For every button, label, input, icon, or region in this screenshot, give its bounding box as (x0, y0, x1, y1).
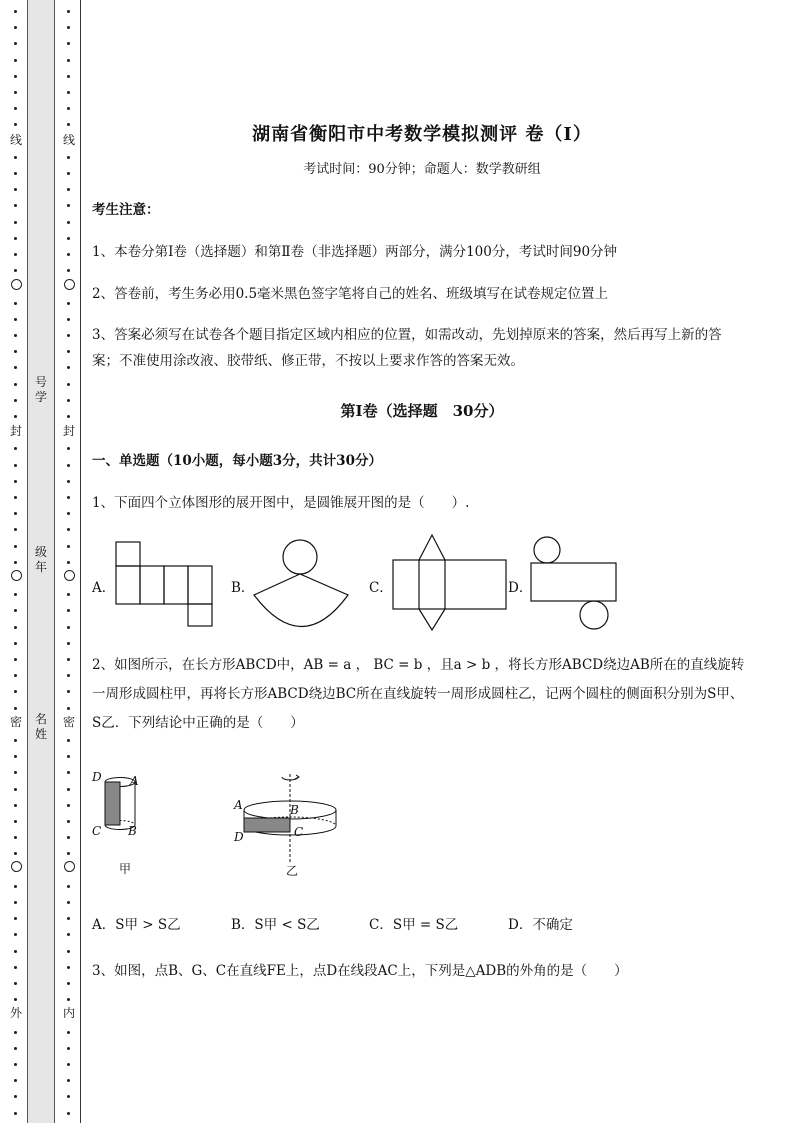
margin-dot (14, 253, 17, 256)
margin-label-seal: 封 (62, 424, 75, 438)
margin-dot (14, 399, 17, 402)
margin-label-secret: 密 (9, 715, 22, 729)
margin-circle (11, 861, 22, 872)
margin-dot (14, 91, 17, 94)
q1-option-d-label: D． (508, 580, 533, 596)
margin-dot (14, 480, 17, 483)
binding-margin (0, 0, 82, 1123)
margin-dot (67, 75, 70, 78)
margin-dot (67, 302, 70, 305)
margin-dot (14, 836, 17, 839)
option-b-cone-net-figure (254, 540, 348, 627)
margin-dot (14, 707, 17, 710)
margin-dot (67, 334, 70, 337)
margin-dot (14, 950, 17, 953)
margin-label-line: 线 (9, 133, 22, 147)
margin-dot (67, 609, 70, 612)
margin-dot (14, 1095, 17, 1098)
margin-dot (14, 75, 17, 78)
margin-dot (14, 933, 17, 936)
margin-dot (67, 123, 70, 126)
margin-dot (67, 318, 70, 321)
margin-dot (67, 901, 70, 904)
margin-dot (14, 415, 17, 418)
margin-dot (67, 156, 70, 159)
margin-dot (67, 107, 70, 110)
margin-dot (14, 318, 17, 321)
margin-dot (67, 383, 70, 386)
margin-dot (14, 788, 17, 791)
margin-dot (67, 658, 70, 661)
exam-subtitle: 考试时间：90分钟；命题人：数学教研组 (303, 162, 541, 177)
margin-dot (14, 1079, 17, 1082)
margin-dot (14, 561, 17, 564)
question-2-stem: 2、如图所示，在长方形ABCD中，AB = a ， BC = b ，且a > b ，将长方形ABCD绕边AB所在的直线旋转一周形成圆柱甲，再将长方形ABCD绕边BC所在直线旋转一周形成圆柱乙，记两个圆柱的侧面积分别为S甲、S乙．下列结论中正确的是（ ） (92, 657, 745, 731)
margin-label-seal: 封 (9, 424, 22, 438)
q2-option-d: D．不确定 (508, 917, 573, 933)
margin-dot (14, 885, 17, 888)
yi-point-c: C (294, 825, 304, 839)
notice-item: 3、答案必须写在试卷各个题目指定区域内相应的位置，如需改动，先划掉原来的答案，然后再写上新的答案；不准使用涂改液、胶带纸、修正带，不按以上要求作答的答案无效。 (92, 327, 722, 369)
margin-dot (14, 512, 17, 515)
margin-dot (67, 480, 70, 483)
margin-dot (14, 237, 17, 240)
question-1-stem: 1、下面四个立体图形的展开图中，是圆锥展开图的是（ ）. (92, 495, 470, 511)
notice-item: 2、答卷前，考生务必用0.5毫米黑色签字笔将自己的姓名、班级填写在试卷规定位置上 (92, 286, 609, 302)
q1-option-c-label: C． (369, 580, 393, 596)
jia-point-c: C (92, 824, 102, 838)
margin-dot (14, 188, 17, 191)
margin-dot (67, 852, 70, 855)
option-a-net-figure (116, 542, 212, 626)
part-heading: 一、单选题（10小题，每小题3分，共计30分） (92, 453, 382, 469)
option-c-prism-net-figure (393, 535, 506, 630)
margin-dot (14, 593, 17, 596)
margin-dot (14, 998, 17, 1001)
question-3-stem: 3、如图，点B、G、C在直线FE上，点D在线段AC上，下列是△ADB的外角的是（ ） (92, 963, 628, 979)
margin-dot (14, 26, 17, 29)
jia-point-a: A (130, 774, 139, 788)
name-field-label: 名 姓 (34, 712, 47, 741)
margin-dot (67, 933, 70, 936)
margin-dot (14, 690, 17, 693)
margin-dot (14, 496, 17, 499)
margin-label-secret: 密 (62, 715, 75, 729)
margin-dot (67, 269, 70, 272)
cylinder-jia-caption: 甲 (119, 862, 132, 876)
margin-dot (67, 788, 70, 791)
margin-dot (14, 302, 17, 305)
margin-dot (67, 221, 70, 224)
margin-dot (14, 804, 17, 807)
margin-dot (14, 1112, 17, 1115)
margin-dot (67, 1063, 70, 1066)
margin-dot (67, 1047, 70, 1050)
margin-dot (67, 253, 70, 256)
margin-dot (67, 982, 70, 985)
margin-dot (67, 464, 70, 467)
margin-label-inside: 内 (62, 1006, 75, 1020)
margin-dot (14, 1031, 17, 1034)
margin-dot (14, 366, 17, 369)
margin-dot (67, 626, 70, 629)
margin-dot (67, 771, 70, 774)
margin-dot (14, 852, 17, 855)
margin-dot (67, 674, 70, 677)
margin-dot (67, 739, 70, 742)
jia-point-b: B (128, 824, 137, 838)
margin-dot (14, 107, 17, 110)
cylinder-yi-caption: 乙 (286, 864, 299, 878)
margin-label-line: 线 (62, 133, 75, 147)
option-d-cylinder-net-figure (531, 537, 616, 629)
margin-dot (14, 982, 17, 985)
margin-circle (64, 279, 75, 290)
margin-dot (67, 804, 70, 807)
margin-circle (64, 570, 75, 581)
margin-dot (67, 820, 70, 823)
margin-border-line (80, 0, 81, 1123)
margin-dot (67, 755, 70, 758)
margin-dot (67, 399, 70, 402)
margin-dot (67, 172, 70, 175)
margin-dot (14, 820, 17, 823)
cylinder-yi-figure (244, 774, 336, 863)
margin-dot (67, 1095, 70, 1098)
margin-dot (14, 545, 17, 548)
margin-dot (14, 221, 17, 224)
notice-heading: 考生注意： (92, 202, 160, 218)
margin-dot (67, 885, 70, 888)
margin-dot (67, 496, 70, 499)
margin-circle (11, 570, 22, 581)
yi-point-d: D (234, 830, 244, 844)
margin-dot (67, 1031, 70, 1034)
margin-dot (14, 658, 17, 661)
margin-dot (67, 350, 70, 353)
jia-point-d: D (92, 770, 102, 784)
margin-dot (67, 366, 70, 369)
margin-dot (67, 204, 70, 207)
margin-dot (67, 707, 70, 710)
margin-dot (14, 123, 17, 126)
margin-dot (67, 593, 70, 596)
margin-dot (14, 755, 17, 758)
margin-dot (67, 528, 70, 531)
margin-dot (67, 447, 70, 450)
margin-dot (67, 642, 70, 645)
margin-dot (14, 626, 17, 629)
grade-field-label: 级 年 (34, 545, 47, 574)
exam-title: 湖南省衡阳市中考数学模拟测评 卷（Ⅰ） (252, 124, 592, 145)
notice-item: 1、本卷分第Ⅰ卷（选择题）和第Ⅱ卷（非选择题）两部分，满分100分，考试时间90分钟 (92, 244, 618, 260)
section-title: 第Ⅰ卷（选择题 30分） (340, 402, 504, 420)
inner-dotted-line (63, 0, 75, 1123)
margin-dot (14, 464, 17, 467)
margin-dot (14, 42, 17, 45)
margin-dot (14, 1063, 17, 1066)
margin-dot (67, 545, 70, 548)
margin-dot (67, 188, 70, 191)
margin-dot (14, 59, 17, 62)
margin-circle (64, 861, 75, 872)
margin-dot (67, 917, 70, 920)
margin-circle (11, 279, 22, 290)
margin-dot (67, 998, 70, 1001)
margin-dot (14, 674, 17, 677)
q2-option-a: A．S甲 > S乙 (92, 917, 181, 933)
q2-option-c: C．S甲 = S乙 (369, 917, 459, 933)
margin-dot (14, 739, 17, 742)
margin-dot (14, 917, 17, 920)
margin-dot (14, 642, 17, 645)
yi-point-b: B (290, 803, 299, 817)
margin-dot (14, 172, 17, 175)
margin-dot (67, 10, 70, 13)
margin-dot (14, 901, 17, 904)
margin-dot (14, 10, 17, 13)
margin-dot (67, 561, 70, 564)
margin-dot (14, 350, 17, 353)
margin-dot (67, 42, 70, 45)
outer-dotted-line (10, 0, 22, 1123)
margin-dot (67, 59, 70, 62)
margin-dot (67, 690, 70, 693)
margin-dot (14, 966, 17, 969)
margin-dot (14, 269, 17, 272)
yi-point-a: A (234, 798, 243, 812)
margin-dot (67, 950, 70, 953)
q1-option-b-label: B． (231, 580, 255, 596)
q1-figures (92, 530, 752, 640)
margin-dot (67, 836, 70, 839)
margin-dot (67, 966, 70, 969)
margin-dot (14, 383, 17, 386)
margin-dot (14, 609, 17, 612)
margin-dot (14, 204, 17, 207)
margin-dot (14, 1047, 17, 1050)
margin-dot (67, 1079, 70, 1082)
margin-dot (14, 447, 17, 450)
margin-dot (67, 512, 70, 515)
student-id-field-label: 号 学 (34, 375, 47, 404)
margin-dot (14, 528, 17, 531)
margin-dot (67, 26, 70, 29)
q1-option-a-label: A． (92, 580, 116, 596)
margin-dot (14, 334, 17, 337)
margin-dot (14, 771, 17, 774)
margin-dot (67, 1112, 70, 1115)
q2-option-b: B．S甲 < S乙 (231, 917, 320, 933)
margin-label-outside: 外 (9, 1006, 22, 1020)
margin-dot (67, 91, 70, 94)
margin-dot (67, 237, 70, 240)
margin-dot (67, 415, 70, 418)
margin-dot (14, 156, 17, 159)
